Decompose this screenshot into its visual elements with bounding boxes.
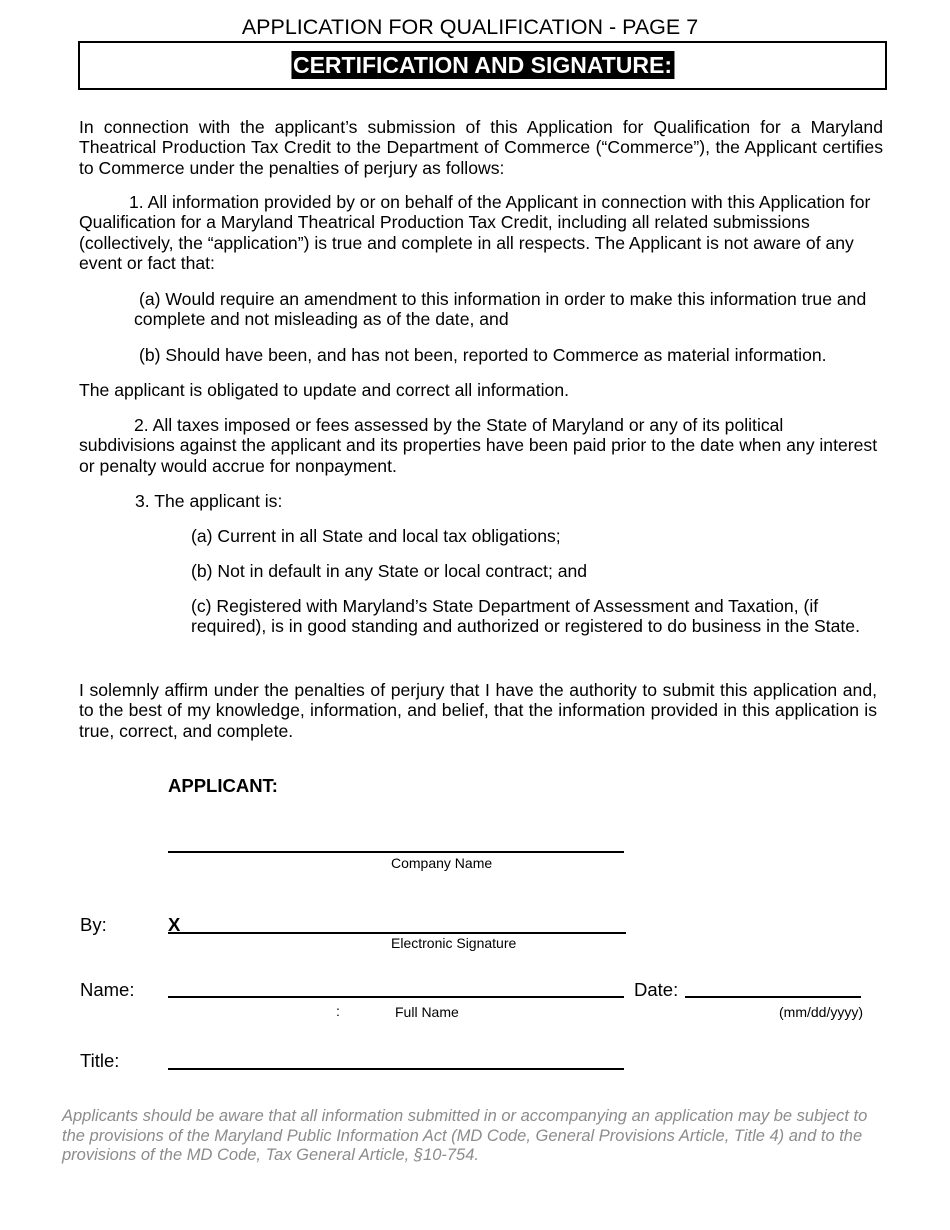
certification-item-3: 3. The applicant is: — [135, 491, 283, 511]
certification-item-1a: (a) Would require an amendment to this information in order to make this information true and complete and not misleading as of the date, and — [134, 289, 867, 330]
certification-item-1: 1. All information provided by or on behalf of the Applicant in connection with this Application for Qualification for a Maryland Theatrical Production Tax Credit, including all related submissions (collectively, the “application”) is true and complete in all respects. The Applicant is not aware of any event or fact that: — [79, 192, 871, 274]
public-information-notice: Applicants should be aware that all information submitted in or accompanying an application may be subject to the provisions of the Maryland Public Information Act (MD Code, General Provisions Article, Title 4) and to the provisions of the MD Code, Tax General Article, §10-754. — [62, 1107, 868, 1164]
full-name-caption: Full Name — [395, 1004, 459, 1020]
electronic-signature-field[interactable] — [168, 932, 626, 934]
electronic-signature-caption: Electronic Signature — [391, 935, 517, 951]
full-name-colon: : — [336, 1003, 340, 1019]
company-name-caption: Company Name — [391, 855, 493, 871]
signature-mark: X — [168, 914, 181, 935]
title-label: Title: — [80, 1050, 120, 1071]
obligation-statement: The applicant is obligated to update and correct all information. — [79, 380, 569, 400]
section-title-box — [78, 41, 887, 90]
date-format-caption: (mm/dd/yyyy) — [779, 1004, 863, 1020]
by-label: By: — [80, 914, 107, 935]
certification-item-2: 2. All taxes imposed or fees assessed by the State of Maryland or any of its political subdivisions against the applicant and its properties have been paid prior to the date when any interest or penalty would accrue for nonpayment. — [79, 415, 878, 476]
section-title: CERTIFICATION AND SIGNATURE: — [292, 52, 673, 78]
certification-item-3a: (a) Current in all State and local tax obligations; — [191, 526, 561, 546]
date-field[interactable] — [685, 996, 861, 998]
title-field[interactable] — [168, 1068, 624, 1070]
applicant-label: APPLICANT: — [168, 775, 278, 796]
certification-item-3c: (c) Registered with Maryland’s State Department of Assessment and Taxation, (if required), is in good standing and authorized or registered to do business in the State. — [191, 596, 860, 637]
full-name-field[interactable] — [168, 996, 624, 998]
company-name-field[interactable] — [168, 851, 624, 853]
intro-paragraph: In connection with the applicant’s submission of this Application for Qualification for a Maryland Theatrical Production Tax Credit to the Department of Commerce (“Commerce”), the Applicant certifies to Commerce under the penalties of perjury as follows: — [79, 117, 883, 178]
name-label: Name: — [80, 979, 135, 1000]
date-label: Date: — [634, 979, 679, 1000]
page-header: APPLICATION FOR QUALIFICATION - PAGE 7 — [241, 15, 699, 39]
certification-item-1b: (b) Should have been, and has not been, reported to Commerce as material information. — [139, 345, 827, 365]
certification-item-3b: (b) Not in default in any State or local contract; and — [191, 561, 588, 581]
affirmation-paragraph: I solemnly affirm under the penalties of perjury that I have the authority to submit this application and, to the best of my knowledge, information, and belief, that the information provided in this application is true, correct, and complete. — [79, 680, 877, 741]
